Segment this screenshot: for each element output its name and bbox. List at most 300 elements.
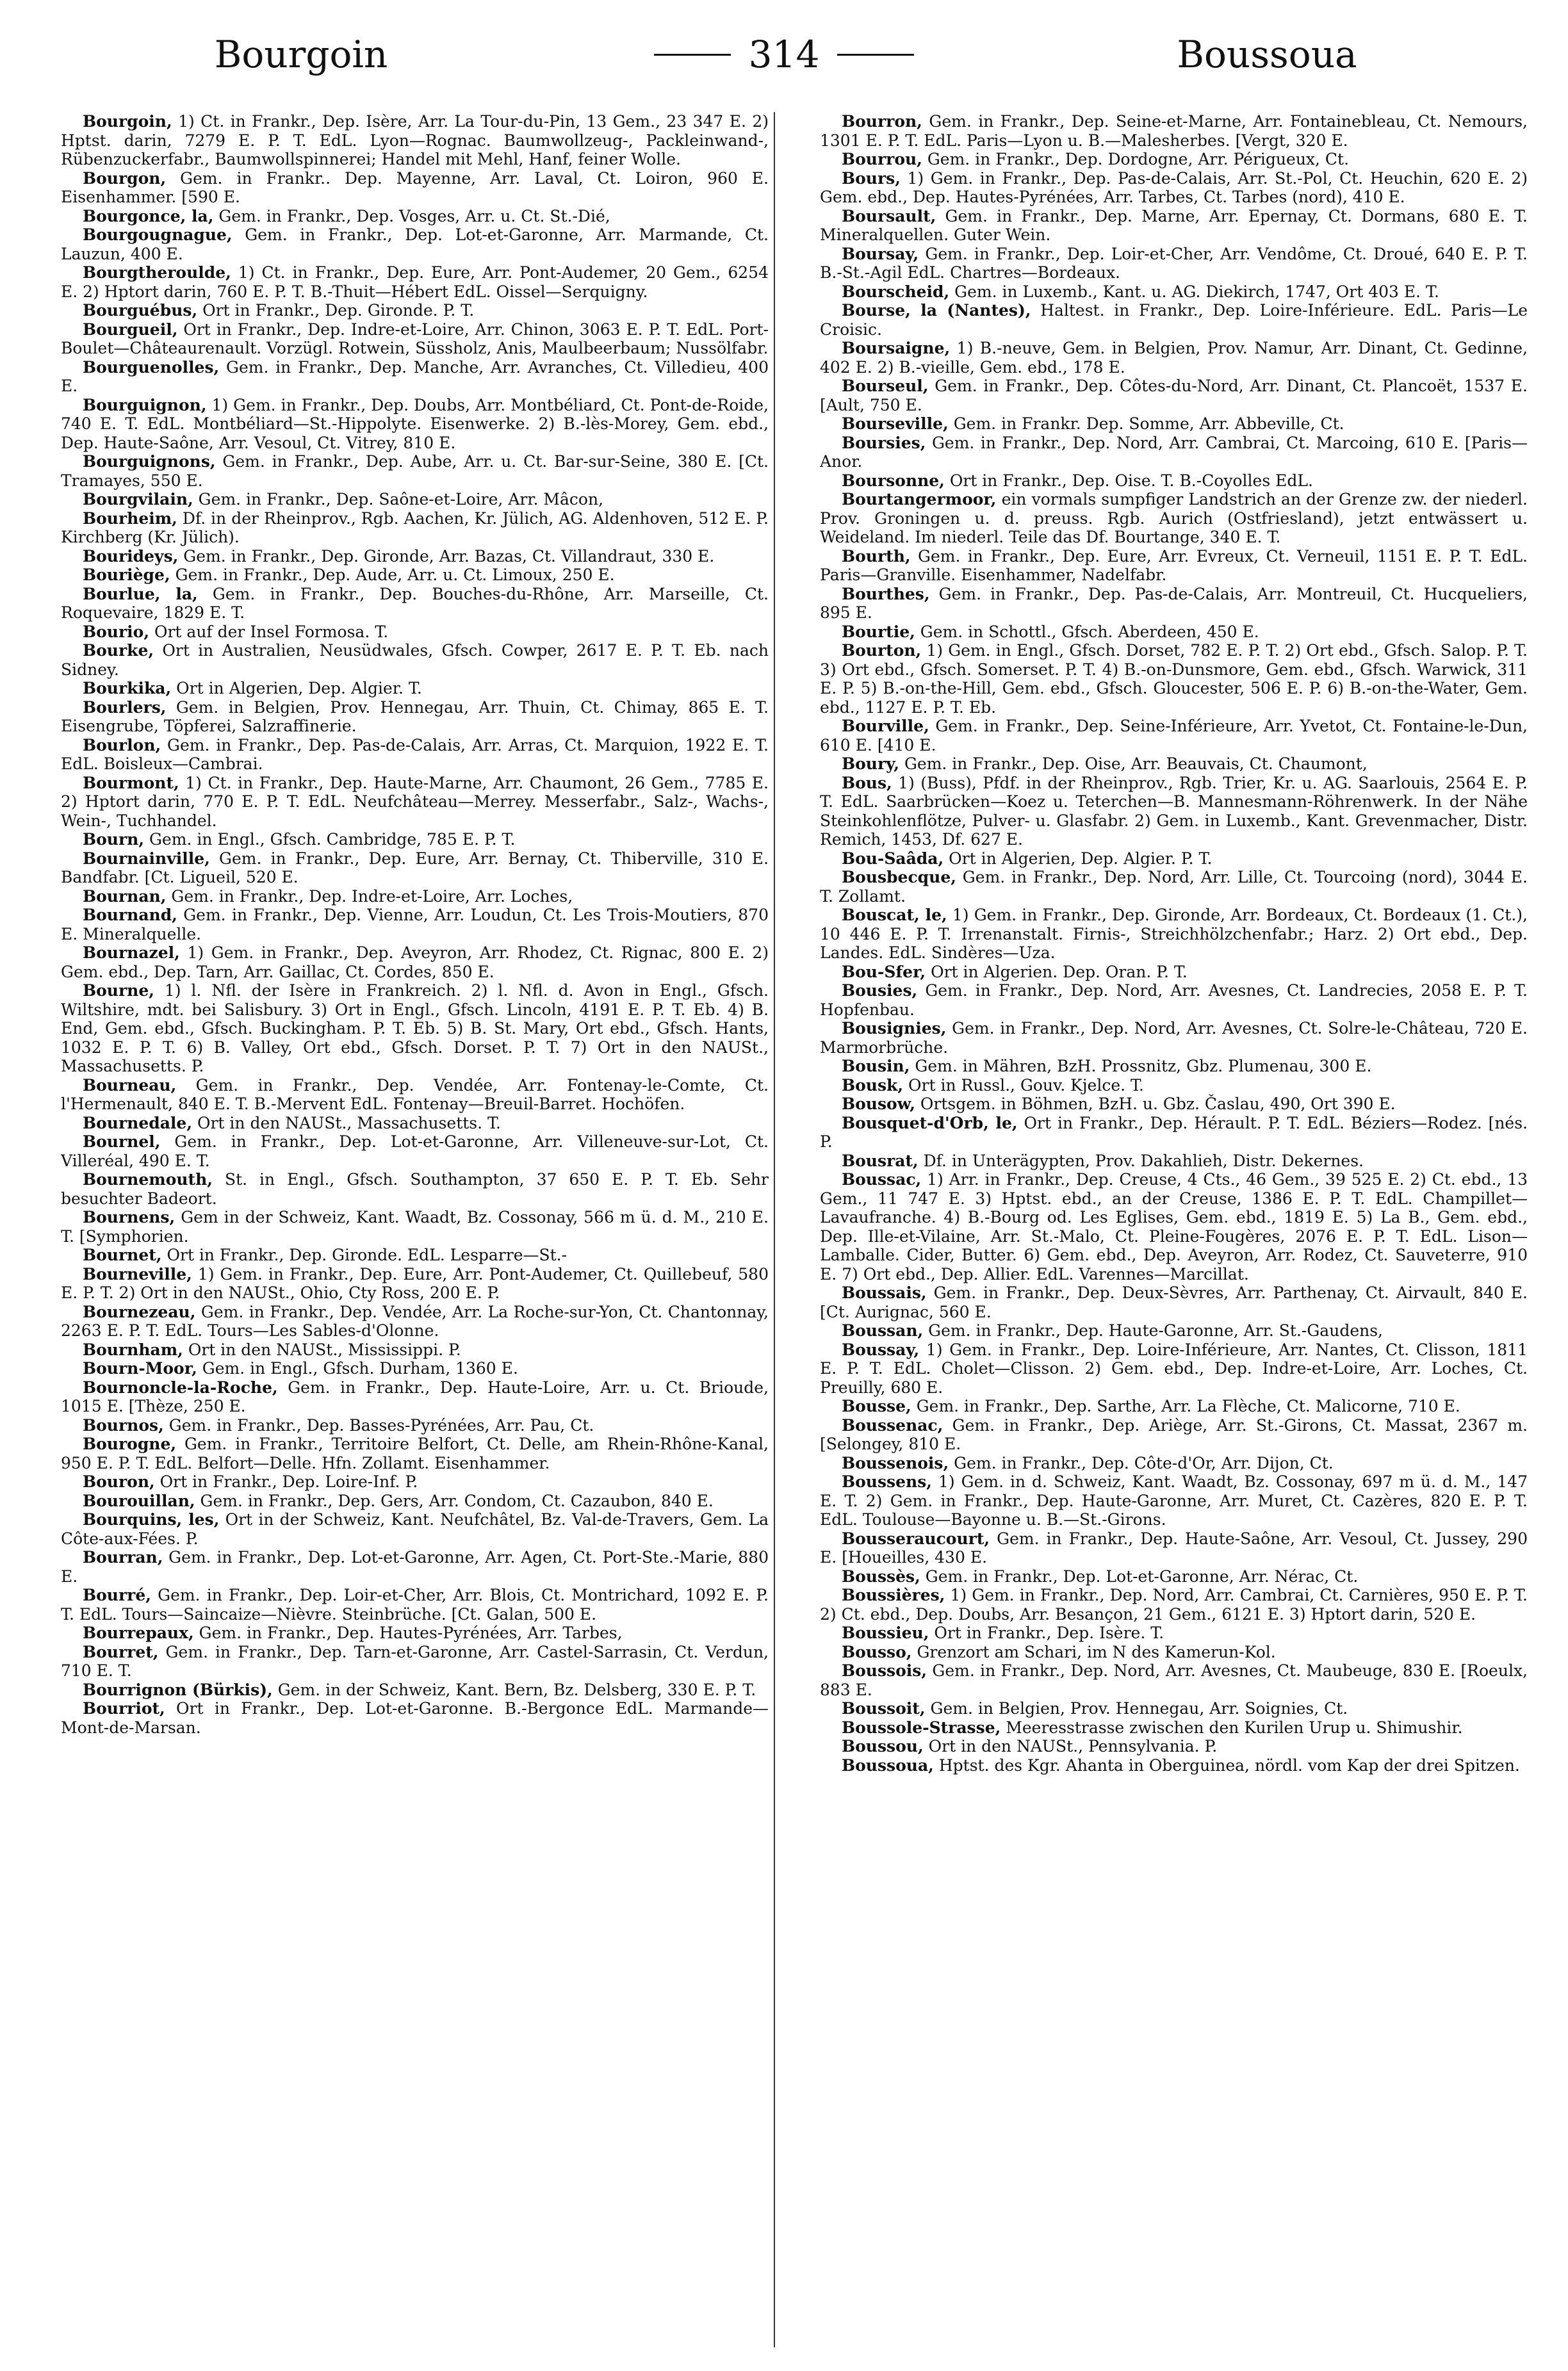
gazetteer-entry [61, 1510, 769, 1548]
entry-text: Gem. in Luxemb., Kant. u. AG. Diekirch, 1747, Ort 403 E. T. [949, 282, 1440, 301]
entry-headword: Bournainville, [83, 849, 210, 868]
entry-headword: Bourseville, [842, 414, 949, 433]
entry-headword: Bournazel, [83, 943, 180, 962]
entry-headword: Bourrepaux, [83, 1624, 194, 1642]
entry-text: Ort in den NAUSt., Massachusetts. T. [192, 1113, 501, 1132]
entry-text: Ort in Frankr., Dep. Gironde. P. T. [197, 301, 475, 320]
entry-text: 1) Gem. in Frankr., Dep. Eure, Arr. Pont-Audemer, Ct. Quillebeuf, 580 E. P. T. 2) Ort in den NAUSt., Ohio, Cty Ross, 200 E. P. [61, 1264, 769, 1302]
gazetteer-entry [61, 641, 769, 679]
entry-headword: Bourkika, [83, 679, 172, 697]
entry-text: Gem. in Frankr., Dep. Saône-et-Loire, Arr. Mâcon, [193, 490, 604, 509]
entry-headword: Boursies, [842, 433, 926, 452]
gazetteer-entry [820, 1737, 1528, 1756]
gazetteer-entry [61, 1699, 769, 1737]
gazetteer-entry [820, 1170, 1528, 1283]
gazetteer-entry [820, 963, 1528, 982]
entry-text: Gem. in Frankr., Dep. Dordogne, Arr. Périgueux, Ct. [922, 150, 1350, 168]
entry-text: Gem. in Frankr., Dep. Pas-de-Calais, Arr. Arras, Ct. Marquion, 1922 E. T. EdL. Boisleux—Cambrai. [61, 735, 769, 773]
gazetteer-entry [820, 547, 1528, 585]
entry-headword: Boursonne, [842, 471, 945, 490]
entry-headword: Boussieu, [842, 1624, 929, 1642]
gazetteer-entry [61, 225, 769, 263]
entry-headword: Bourlue, la, [83, 584, 198, 603]
entry-text: Df. in der Rheinprov., Rgb. Aachen, Kr. Jülich, AG. Aldenhoven, 512 E. P. Kirchberg (Kr. Jülich). [61, 509, 769, 546]
gazetteer-entry [820, 1095, 1528, 1114]
gazetteer-entry [61, 679, 769, 698]
gazetteer-entry [820, 112, 1528, 150]
entry-text: ein vormals sumpfiger Landstrich an der Grenze zw. der niederl. Prov. Groningen u. d. preuss. Rgb. Aurich (Ostfriesland), jetzt entwässert u. Weideland. Im niederl. Teile das Df. Bourtange, 340 E. T. [820, 490, 1528, 546]
entry-text: Ort in den NAUSt., Pennsylvania. P. [923, 1737, 1218, 1756]
entry-headword: Bournham, [83, 1340, 183, 1359]
gazetteer-entry [61, 301, 769, 320]
gazetteer-entry [61, 566, 769, 585]
entry-text: Gem. in Frankr., Dep. Seine-et-Marne, Arr. Fontainebleau, Ct. Nemours, 1301 E. P. T. EdL. Paris—Lyon u. B.—Malesherbes. [Vergt, 320 E. [820, 112, 1528, 150]
entry-text: Ort in Australien, Neusüdwales, Gfsch. Cowper, 2617 E. P. T. Eb. nach Sidney. [61, 641, 769, 679]
gazetteer-entry [820, 245, 1528, 282]
gazetteer-entry [820, 1718, 1528, 1738]
entry-headword: Bournand, [83, 906, 177, 924]
gazetteer-entry [61, 358, 769, 396]
gazetteer-entry [820, 754, 1528, 774]
entry-text: Hptst. des Kgr. Ahanta in Oberguinea, nördl. vom Kap der drei Spitzen. [933, 1756, 1520, 1775]
gazetteer-entry [61, 736, 769, 774]
gazetteer-entry [61, 1303, 769, 1340]
entry-headword: Bourran, [83, 1548, 163, 1567]
entry-text: 1) Gem. in Frankr., Dep. Pas-de-Calais, Arr. St.-Pol, Ct. Heuchin, 620 E. 2) Gem. ebd., Dep. Hautes-Pyrénées, Arr. Tarbes, Ct. Tarbes (nord), 410 E. [820, 168, 1528, 206]
gazetteer-entry [820, 1019, 1528, 1057]
entry-headword: Boussens, [842, 1472, 932, 1491]
entry-headword: Bousk, [842, 1075, 904, 1095]
entry-text: Gem. in Frankr., Dep. Nord, Arr. Lille, Ct. Tourcoing (nord), 3044 E. T. Zollamt. [820, 868, 1528, 906]
gazetteer-entry [61, 1681, 769, 1700]
entry-headword: Bournet, [83, 1246, 162, 1264]
entry-text: Haltest. in Frankr., Dep. Loire-Inférieure. EdL. Paris—Le Croisic. [820, 301, 1528, 339]
gazetteer-entry [61, 1359, 769, 1378]
entry-text: Ort in Russl., Gouv. Kjelce. T. [903, 1075, 1144, 1095]
entry-headword: Bourville, [842, 717, 929, 735]
gazetteer-entry [820, 169, 1528, 207]
gazetteer-entry [820, 1152, 1528, 1171]
entry-text: Gem. in Frankr., Dep. Sarthe, Arr. La Flèche, Ct. Malicorne, 710 E. [911, 1397, 1460, 1415]
gazetteer-entry [61, 1170, 769, 1208]
gazetteer-entry [820, 1472, 1528, 1529]
gazetteer-entry [61, 1624, 769, 1643]
entry-text: Df. in Unterägypten, Prov. Dakahlieh, Distr. Dekernes. [918, 1151, 1364, 1170]
entry-text: 1) (Buss), Pfdf. in der Rheinprov., Rgb. Trier, Kr. u. AG. Saarlouis, 2564 E. P. T. EdL. Saarbrücken—Koez u. Teterchen—B. Mannesmann-Röhrenwerk. In der Nähe Steinkohlenflötze, Pulver- u. Glasfabr. 2) Gem. in Luxemb., Kant. Grevenmacher, Distr. Remich, 1453, Df. 627 E. [820, 773, 1528, 849]
gazetteer-entry [61, 452, 769, 490]
entry-headword: Bournel, [83, 1132, 161, 1151]
entry-headword: Bourscheid, [842, 282, 950, 301]
entry-headword: Bourlers, [83, 697, 167, 717]
entry-text: Gem. in Frankr.. Dep. Mayenne, Arr. Laval, Ct. Loiron, 960 E. Eisenhammer. [590 E. [61, 168, 769, 206]
entry-text: Gem. in Belgien, Prov. Hennegau, Arr. Soignies, Ct. [925, 1699, 1348, 1718]
gazetteer-entry [820, 906, 1528, 963]
entry-text: Gem. in Frankr., Dep. Vienne, Arr. Loudun, Ct. Les Trois-Moutiers, 870 E. Mineralquelle. [61, 906, 769, 943]
entry-text: 1) Ct. in Frankr., Dep. Isère, Arr. La Tour-du-Pin, 13 Gem., 23 347 E. 2) Hptst. darin, 7279 E. P. T. EdL. Lyon—Rognac. Baumwollzeug-, Packleinwand-, Rübenzuckerfabr., Baumwollspinnerei; Handel mit Mehl, Hanf, feiner Wolle. [61, 112, 769, 168]
entry-headword: Boussole-Strasse, [842, 1718, 1001, 1737]
entry-text: Gem. in Frankr., Dep. Aude, Arr. u. Ct. Limoux, 250 E. [170, 566, 615, 584]
gazetteer-entry [820, 1076, 1528, 1095]
entry-text: Gem. in Frankr., Dep. Lot-et-Garonne, Arr. Agen, Ct. Port-Ste.-Marie, 880 E. [61, 1548, 769, 1586]
entry-headword: Bourguenolles, [83, 357, 220, 377]
entry-text: Gem. in Mähren, BzH. Prossnitz, Gbz. Plumenau, 300 E. [910, 1057, 1372, 1075]
gazetteer-entry [820, 339, 1528, 377]
gazetteer-entry [61, 698, 769, 736]
entry-text: Gem. in Frankr., Dep. Oise, Arr. Beauvais, Ct. Chaumont, [899, 754, 1368, 773]
entry-headword: Bournedale, [83, 1113, 193, 1132]
entry-headword: Bourtangermoor, [842, 490, 997, 509]
entry-headword: Bourke, [83, 641, 154, 660]
entry-headword: Bousrat, [842, 1151, 919, 1170]
gazetteer-entry [820, 282, 1528, 302]
gazetteer-entry [61, 207, 769, 226]
entry-text: Ort in Frankr., Dep. Lot-et-Garonne. B.-Bergonce EdL. Marmande—Mont-de-Marsan. [61, 1699, 769, 1737]
entry-text: Gem. in Frankr., Dep. Côte-d'Or, Arr. Dijon, Ct. [949, 1453, 1334, 1472]
entry-headword: Bourogne, [83, 1435, 177, 1453]
gazetteer-entry [820, 774, 1528, 849]
gazetteer-entry [820, 1397, 1528, 1416]
columns [61, 112, 1528, 2354]
entry-text: 1) B.-neuve, Gem. in Belgien, Prov. Namur, Arr. Dinant, Ct. Gedinne, 402 E. 2) B.-vieille, Gem. ebd., 178 E. [820, 339, 1528, 377]
entry-text: 1) Ct. in Frankr., Dep. Eure, Arr. Pont-Audemer, 20 Gem., 6254 E. 2) Hptort darin, 760 E. P. T. B.-Thuit—Hébert EdL. Oissel—Serquigny. [61, 263, 769, 301]
gazetteer-entry [820, 471, 1528, 491]
entry-text: Gem. in Frankr., Dep. Eure, Arr. Evreux, Ct. Verneuil, 1151 E. P. T. EdL. Paris—Granville. Eisenhammer, Nadelfabr. [820, 546, 1528, 584]
entry-text: 1) Gem. in Frankr., Dep. Aveyron, Arr. Rhodez, Ct. Rignac, 800 E. 2) Gem. ebd., Dep. Tarn, Arr. Gaillac, Ct. Cordes, 850 E. [61, 943, 769, 981]
gazetteer-entry [61, 320, 769, 358]
gazetteer-entry [820, 1529, 1528, 1567]
entry-headword: Bousignies, [842, 1019, 947, 1038]
entry-text: 1) Gem. in d. Schweiz, Kant. Waadt, Bz. Cossonay, 697 m ü. d. M., 147 E. T. 2) Gem. in Frankr., Dep. Haute-Garonne, Arr. Muret, Ct. Cazères, 820 E. P. T. EdL. Toulouse—Bayonne u. B.—St.-Girons. [820, 1472, 1528, 1529]
gazetteer-entry [820, 414, 1528, 434]
gazetteer-entry [61, 623, 769, 642]
entry-headword: Bouriège, [83, 566, 170, 584]
gazetteer-entry [820, 868, 1528, 906]
gazetteer-entry [61, 1643, 769, 1681]
gazetteer-entry [820, 1283, 1528, 1321]
entry-headword: Bouscat, le, [842, 906, 947, 924]
entry-text: 1) Arr. in Frankr., Dep. Creuse, 4 Cts., 46 Gem., 39 525 E. 2) Ct. ebd., 13 Gem., 11 747 E. 3) Hptst. ebd., an der Creuse, 1386 E. P. T. EdL. Champillet—Lavaufranche. 4) B.-Bourg od. Les Eglises, Gem. ebd., 1819 E. 5) La B., Gem. ebd., Dep. Ille-et-Vilaine, Arr. St.-Malo, Ct. Pleine-Fougères, 2076 E. P. T. EdL. Lison—Lamballe. Cider, Butter. 6) Gem. ebd., Dep. Aveyron, Arr. Rodez, Ct. Sauveterre, 910 E. 7) Ort ebd., Dep. Allier. EdL. Varennes—Marcillat. [820, 1170, 1528, 1283]
entry-headword: Bourseul, [842, 377, 929, 395]
entry-headword: Bournemouth, [83, 1170, 213, 1189]
entry-headword: Bourriot, [83, 1699, 165, 1718]
entry-text: Ort in den NAUSt., Mississippi. P. [183, 1340, 461, 1359]
gazetteer-entry [61, 1472, 769, 1492]
gazetteer-entry [61, 1586, 769, 1624]
right-column [820, 112, 1528, 2354]
entry-text: Gem. in Frankr., Dep. Nord, Arr. Cambrai, Ct. Marcoing, 610 E. [Paris—Anor. [820, 433, 1528, 471]
entry-text: Gem. in Frankr., Dep. Ariège, Arr. St.-Girons, Ct. Massat, 2367 m. [Selongey, 810 E. [820, 1415, 1528, 1453]
gazetteer-entry [820, 301, 1528, 339]
entry-text: Gem. in Frankr., Dep. Côtes-du-Nord, Arr. Dinant, Ct. Plancoët, 1537 E. [Ault, 750 E. [820, 377, 1528, 414]
entry-headword: Bourgvilain, [83, 490, 193, 509]
entry-text: 1) Gem. in Frankr., Dep. Nord, Arr. Cambrai, Ct. Carnières, 950 E. P. T. 2) Ct. ebd., Dep. Doubs, Arr. Besançon, 21 Gem., 6121 E. 3) Hptort darin, 520 E. [820, 1586, 1528, 1624]
entry-headword: Boussais, [842, 1283, 927, 1302]
gazetteer-entry [61, 547, 769, 566]
gazetteer-entry [61, 1132, 769, 1170]
gazetteer-entry [61, 1265, 769, 1303]
entry-text: Gem. in Frankr., Dep. Vosges, Arr. u. Ct. St.-Dié, [213, 206, 610, 225]
gazetteer-entry [61, 830, 769, 849]
entry-text: Gem. in Belgien, Prov. Hennegau, Arr. Thuin, Ct. Chimay, 865 E. T. Eisengrube, Töpferei, Salzraffinerie. [61, 697, 769, 735]
entry-text: Gem. in Frankr., Dep. Aube, Arr. u. Ct. Bar-sur-Seine, 380 E. [Ct. Tramayes, 550 E. [61, 452, 769, 490]
gazetteer-entry [820, 1340, 1528, 1397]
gazetteer-entry [820, 981, 1528, 1019]
entry-headword: Bourlon, [83, 735, 161, 754]
entry-text: 1) Gem. in Frankr., Dep. Gironde, Arr. Bordeaux, Ct. Bordeaux (1. Ct.), 10 446 E. P. T. Irrenanstalt. Firnis-, Streichhölzchenfabr.; Harz. 2) Ort ebd., Dep. Landes. EdL. Sindères—Uza. [820, 906, 1528, 962]
entry-text: Ort in Algerien, Dep. Algier. T. [171, 679, 422, 697]
entry-headword: Boury, [842, 754, 899, 773]
entry-text: 1) Gem. in Engl., Gfsch. Dorset, 782 E. P. T. 2) Ort ebd., Gfsch. Salop. P. T. 3) Ort ebd., Gfsch. Somerset. P. T. 4) B.-on-Dunsmore, Gem. ebd., Gfsch. Warwick, 311 E. P. 5) B.-on-the-Hill, Gem. ebd., Gfsch. Gloucester, 506 E. P. 6) B.-on-the-Water, Gem. ebd., 1127 E. P. T. Eb. [820, 641, 1528, 717]
entry-headword: Boursault, [842, 206, 936, 225]
entry-headword: Boussenac, [842, 1415, 943, 1435]
entry-text: Ort in Frankr., Dep. Isère. T. [929, 1624, 1164, 1642]
entry-headword: Bourré, [83, 1586, 151, 1604]
gazetteer-entry [61, 490, 769, 509]
entry-headword: Bourio, [83, 622, 150, 641]
entry-text: Ort in Frankr., Dep. Hérault. P. T. EdL. Béziers—Rodez. [nés. P. [820, 1113, 1528, 1151]
entry-text: Gem. in Frankr., Territoire Belfort, Ct. Delle, am Rhein-Rhône-Kanal, 950 E. P. T. EdL. Belfort—Delle. Hfn. Zollamt. Eisenhammer. [61, 1435, 769, 1472]
entry-text: 1) l. Nfl. der Isère in Frankreich. 2) l. Nfl. d. Avon in Engl., Gfsch. Wiltshire, mdt. bei Salisbury. 3) Ort in Engl., Gfsch. Lincoln, 4191 E. P. T. Eb. 4) B. End, Gem. ebd., Gfsch. Buckingham. P. T. Eb. 5) B. St. Mary, Ort ebd., Gfsch. Hants, 1032 E. P. T. 6) B. Valley, Ort ebd., Gfsch. Dorset. P. T. 7) Ort in den NAUSt., Massachusetts. P. [61, 981, 769, 1075]
gazetteer-entry [820, 1321, 1528, 1340]
gazetteer-entry [61, 509, 769, 547]
entry-text: Gem. in Frankr., Dep. Lot-et-Garonne, Arr. Marmande, Ct. Lauzun, 400 E. [61, 225, 769, 263]
entry-headword: Bourn-Moor, [83, 1359, 197, 1378]
entry-text: Gem. in Frankr., Dep. Vendée, Arr. La Roche-sur-Yon, Ct. Chantonnay, 2263 E. P. T. EdL. Tours—Les Sables-d'Olonne. [61, 1302, 769, 1340]
entry-headword: Bourguignon, [83, 395, 207, 414]
entry-text: Gem. in Frankr., Dep. Seine-Inférieure, Arr. Yvetot, Ct. Fontaine-le-Dun, 610 E. [410 E. [820, 717, 1528, 754]
entry-text: Ort in Frankr., Dep. Oise. T. B.-Coyolles EdL. [944, 471, 1313, 490]
entry-text: Gem. in Engl., Gfsch. Durham, 1360 E. [197, 1359, 518, 1378]
entry-text: Gem. in Frankr., Dep. Gironde, Arr. Bazas, Ct. Villandraut, 330 E. [178, 546, 715, 566]
gazetteer-entry [820, 585, 1528, 623]
gazetteer-entry [820, 1057, 1528, 1076]
entry-headword: Bourrou, [842, 150, 922, 168]
gazetteer-entry [61, 263, 769, 301]
entry-headword: Bourrignon (Bürkis), [83, 1680, 273, 1699]
header-center [654, 33, 915, 76]
entry-headword: Bousow, [842, 1095, 915, 1113]
gazetteer-entry [820, 849, 1528, 868]
entry-headword: Bournan, [83, 886, 167, 906]
entry-text: Gem. in Frankr., Dep. Haute-Loire, Arr. u. Ct. Brioude, 1015 E. [Thèze, 250 E. [61, 1378, 769, 1415]
entry-text: Ortsgem. in Böhmen, BzH. u. Gbz. Časlau, 490, Ort 390 E. [915, 1095, 1396, 1113]
gazetteer-entry [820, 490, 1528, 547]
entry-text: Gem. in Frankr., Dep. Loir-et-Cher, Arr. Blois, Ct. Montrichard, 1092 E. P. T. EdL. Tours—Saincaize—Nièvre. Steinbrüche. [Ct. Galan, 500 E. [61, 1586, 769, 1624]
entry-headword: Bourthes, [842, 584, 930, 603]
entry-headword: Bou-Sfer, [842, 962, 926, 981]
entry-headword: Bourguignons, [83, 452, 216, 471]
entry-headword: Boussan, [842, 1321, 924, 1340]
entry-text: Gem. in Frankr., Dep. Indre-et-Loire, Arr. Loches, [166, 886, 573, 906]
entry-headword: Bourgougnague, [83, 225, 233, 244]
entry-text: Gem. in Frankr., Dep. Lot-et-Garonne, Arr. Villeneuve-sur-Lot, Ct. Villeréal, 490 E. T. [61, 1132, 769, 1170]
left-column [61, 112, 769, 2354]
entry-headword: Bourgueil, [83, 320, 178, 339]
gazetteer-entry [820, 1454, 1528, 1473]
entry-text: Gem. in Engl., Gfsch. Cambridge, 785 E. P. T. [144, 830, 516, 849]
entry-headword: Boussières, [842, 1586, 945, 1604]
entry-headword: Boussois, [842, 1661, 927, 1680]
entry-headword: Bourideys, [83, 546, 179, 566]
entry-text: Gem. in Frankr., Dep. Pas-de-Calais, Arr. Montreuil, Ct. Hucqueliers, 895 E. [820, 584, 1528, 622]
gazetteer-entry [61, 849, 769, 887]
entry-headword: Bourron, [842, 112, 922, 131]
entry-headword: Bourgtheroulde, [83, 263, 231, 282]
page-number: 314 [748, 33, 820, 76]
gazetteer-entry [61, 1208, 769, 1246]
gazetteer-entry [61, 1114, 769, 1133]
gazetteer-entry [61, 1246, 769, 1265]
entry-text: Gem in der Schweiz, Kant. Waadt, Bz. Cossonay, 566 m ü. d. M., 210 E. T. [Symphorien. [61, 1208, 769, 1246]
gazetteer-entry [61, 585, 769, 623]
entry-text: Gem. in Frankr., Dep. Manche, Arr. Avranches, Ct. Villedieu, 400 E. [61, 357, 769, 395]
entry-headword: Bourmont, [83, 773, 179, 792]
entry-headword: Boussac, [842, 1170, 922, 1189]
entry-headword: Bournoncle-la-Roche, [83, 1378, 278, 1397]
gazetteer-entry [61, 1416, 769, 1435]
gazetteer-entry [61, 1492, 769, 1511]
gazetteer-entry [820, 1643, 1528, 1662]
entry-text: Gem. in Frankr., Dep. Haute-Garonne, Arr. St.-Gaudens, [923, 1321, 1383, 1340]
entry-text: Ort in Algerien, Dep. Algier. P. T. [943, 849, 1213, 868]
gazetteer-entry [61, 981, 769, 1076]
entry-text: Gem. in Frankr., Dep. Gers, Arr. Condom, Ct. Cazaubon, 840 E. [195, 1491, 714, 1510]
entry-text: Ort in Algerien. Dep. Oran. P. T. [926, 962, 1188, 981]
entry-headword: Bournezeau, [83, 1302, 196, 1321]
gazetteer-entry [61, 1435, 769, 1472]
entry-headword: Bourgoin, [83, 112, 172, 131]
entry-text: Gem. in Frankr., Dep. Hautes-Pyrénées, Arr. Tarbes, [193, 1624, 623, 1642]
entry-headword: Bourneville, [83, 1264, 192, 1283]
entry-text: Gem. in Frankr., Dep. Loir-et-Cher, Arr. Vendôme, Ct. Droué, 640 E. P. T. B.-St.-Agil EdL. Chartres—Bordeaux. [820, 244, 1528, 282]
entry-text: Ort in Frankr., Dep. Gironde. EdL. Lesparre—St.- [161, 1246, 568, 1264]
entry-headword: Bourton, [842, 641, 922, 660]
gazetteer-entry [820, 1416, 1528, 1454]
entry-headword: Bournens, [83, 1208, 176, 1226]
gazetteer-entry [820, 641, 1528, 717]
entry-headword: Bousin, [842, 1057, 910, 1075]
entry-headword: Bourneau, [83, 1075, 177, 1095]
gazetteer-entry [820, 150, 1528, 169]
entry-text: Gem. in Frankr., Dep. Haute-Saône, Arr. Vesoul, Ct. Jussey, 290 E. [Houeilles, 430 E. [820, 1529, 1528, 1567]
entry-headword: Boussès, [842, 1567, 920, 1586]
entry-headword: Boursaigne, [842, 339, 951, 357]
gazetteer-entry [820, 434, 1528, 471]
entry-headword: Bours, [842, 168, 901, 188]
header-first-entry: Bourgoin [214, 33, 388, 76]
entry-text: Gem. in Frankr., Dep. Lot-et-Garonne, Arr. Nérac, Ct. [920, 1567, 1359, 1586]
page-header [38, 26, 1530, 83]
gazetteer-entry [820, 1586, 1528, 1624]
entry-text: Ort in der Schweiz, Kant. Neufchâtel, Bz. Val-de-Travers, Gem. La Côte-aux-Fées. P. [61, 1510, 769, 1548]
entry-text: 1) Ct. in Frankr., Dep. Haute-Marne, Arr. Chaumont, 26 Gem., 7785 E. 2) Hptort darin, 770 E. P. T. EdL. Neufchâteau—Merrey. Messerfabr., Salz-, Wachs-, Wein-, Tuchhandel. [61, 773, 769, 830]
entry-text: Gem. in Frankr., Dep. Tarn-et-Garonne, Arr. Castel-Sarrasin, Ct. Verdun, 710 E. T. [61, 1642, 769, 1680]
entry-text: Gem. in Frankr., Dep. Marne, Arr. Epernay, Ct. Dormans, 680 E. T. Mineralquellen. Guter Wein. [820, 206, 1528, 244]
entry-text: Ort in Frankr., Dep. Loire-Inf. P. [154, 1472, 418, 1491]
gazetteer-entry [820, 717, 1528, 754]
gazetteer-entry [61, 1378, 769, 1416]
entry-headword: Boursay, [842, 244, 919, 263]
entry-text: Gem. in Frankr., Dep. Vendée, Arr. Fontenay-le-Comte, Ct. l'Hermenault, 840 E. T. B.-Mervent EdL. Fontenay—Breuil-Barret. Hochöfen. [61, 1075, 769, 1113]
entry-headword: Bou-Saâda, [842, 849, 944, 868]
gazetteer-entry [820, 1624, 1528, 1643]
gazetteer-entry [61, 169, 769, 207]
entry-text: Ort in Frankr., Dep. Indre-et-Loire, Arr. Chinon, 3063 E. P. T. EdL. Port-Boulet—Châteaurenault. Vorzügl. Rotwein, Süssholz, Anis, Maulbeerbaum; Nussölfabr. [61, 320, 769, 357]
entry-headword: Bourgon, [83, 168, 167, 188]
entry-text: Gem. in Frankr., Dep. Eure, Arr. Bernay, Ct. Thiberville, 310 E. Bandfabr. [Ct. Ligueil, 520 E. [61, 849, 769, 886]
header-rule-left [654, 54, 731, 56]
entry-headword: Bouron, [83, 1472, 155, 1491]
gazetteer-entry [820, 1114, 1528, 1152]
entry-text: Gem. in Frankr., Dep. Nord, Arr. Avesnes, Ct. Maubeuge, 830 E. [Roeulx, 883 E. [820, 1661, 1528, 1699]
entry-headword: Boussoua, [842, 1756, 934, 1775]
entry-text: Meeresstrasse zwischen den Kurilen Urup u. Shimushir. [1000, 1718, 1463, 1737]
entry-headword: Bourn, [83, 830, 145, 849]
entry-headword: Bourse, la (Nantes), [842, 301, 1031, 320]
entry-text: 1) Gem. in Frankr., Dep. Loire-Inférieure, Arr. Nantes, Ct. Clisson, 1811 E. P. T. EdL. Cholet—Clisson. 2) Gem. ebd., Dep. Indre-et-Loire, Arr. Loches, Ct. Preuilly, 680 E. [820, 1340, 1528, 1397]
entry-headword: Bourtie, [842, 622, 915, 641]
gazetteer-entry [61, 1340, 769, 1360]
entry-headword: Bousies, [842, 981, 918, 1000]
gazetteer-entry [820, 377, 1528, 414]
header-rule-right [837, 54, 914, 56]
entry-headword: Bourquins, les, [83, 1510, 220, 1529]
gazetteer-entry [820, 1699, 1528, 1718]
entry-headword: Bourne, [83, 981, 154, 1000]
entry-text: Grenzort am Schari, im N des Kamerun-Kol. [911, 1642, 1276, 1661]
entry-headword: Bousquet-d'Orb, le, [842, 1113, 1018, 1132]
entry-headword: Bousso, [842, 1642, 912, 1661]
entry-headword: Boussay, [842, 1340, 920, 1359]
entry-text: Gem. in Frankr. Dep. Somme, Arr. Abbeville, Ct. [948, 414, 1344, 433]
gazetteer-entry [820, 1661, 1528, 1699]
entry-headword: Bourguébus, [83, 301, 198, 320]
entry-text: Gem. in Frankr., Dep. Basses-Pyrénées, Arr. Pau, Ct. [163, 1415, 594, 1435]
gazetteer-entry [820, 623, 1528, 642]
entry-text: St. in Engl., Gfsch. Southampton, 37 650 E. P. T. Eb. Sehr besuchter Badeort. [61, 1170, 769, 1208]
entry-headword: Bousseraucourt, [842, 1529, 990, 1548]
entry-text: Ort auf der Insel Formosa. T. [149, 622, 389, 641]
entry-headword: Bousbecque, [842, 868, 956, 886]
gazetteer-entry [61, 774, 769, 831]
header-last-entry: Boussoua [1177, 33, 1357, 76]
gazetteer-entry [61, 112, 769, 169]
entry-text: Gem. in Frankr., Dep. Deux-Sèvres, Arr. Parthenay, Ct. Airvault, 840 E. [Ct. Aurignac, 560 E. [820, 1283, 1528, 1321]
gazetteer-entry [61, 906, 769, 943]
entry-headword: Boussou, [842, 1737, 924, 1756]
entry-headword: Bourgonce, la, [83, 206, 214, 225]
entry-headword: Bousse, [842, 1397, 911, 1415]
entry-text: 1) Gem. in Frankr., Dep. Doubs, Arr. Montbéliard, Ct. Pont-de-Roide, 740 E. T. EdL. Montbéliard—St.-Hippolyte. Eisenwerke. 2) B.-lès-Morey, Gem. ebd., Dep. Haute-Saône, Arr. Vesoul, Ct. Vitrey, 810 E. [61, 395, 769, 452]
gazetteer-entry [61, 1548, 769, 1586]
gazetteer-entry [820, 1756, 1528, 1775]
gazetteer-entry [820, 207, 1528, 245]
gazetteer-entry [820, 1567, 1528, 1586]
entry-headword: Bourret, [83, 1642, 159, 1661]
gazetteer-entry [61, 396, 769, 453]
entry-headword: Bourouillan, [83, 1491, 195, 1510]
gazetteer-entry [61, 943, 769, 981]
entry-headword: Bourheim, [83, 509, 177, 528]
entry-headword: Boussenois, [842, 1453, 949, 1472]
entry-text: Gem. in Frankr., Dep. Nord, Arr. Avesnes, Ct. Landrecies, 2058 E. P. T. Hopfenbau. [820, 981, 1528, 1019]
gazetteer-entry [61, 887, 769, 906]
entry-headword: Boussoit, [842, 1699, 926, 1718]
entry-headword: Bournos, [83, 1415, 164, 1435]
gazetteer-entry [61, 1076, 769, 1114]
entry-headword: Bourth, [842, 546, 911, 566]
entry-text: Gem. in Schottl., Gfsch. Aberdeen, 450 E. [915, 622, 1259, 641]
